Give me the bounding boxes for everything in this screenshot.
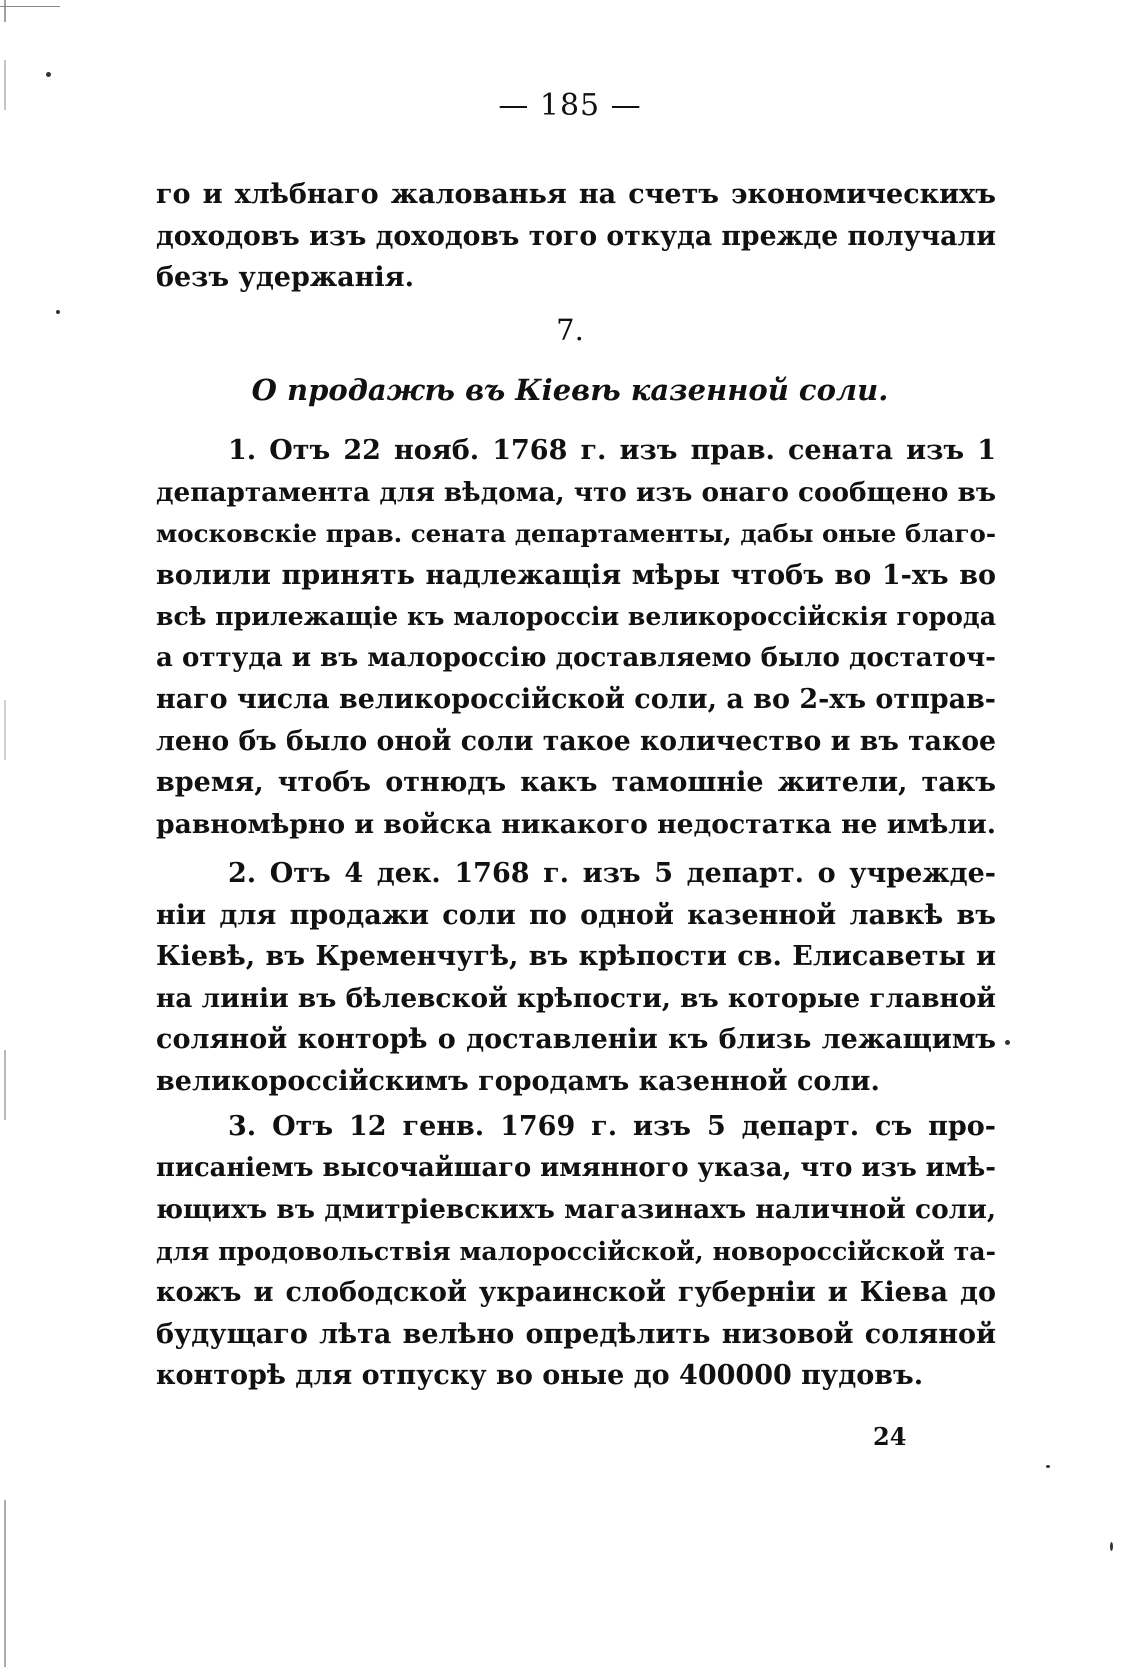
section-number: 7. bbox=[556, 313, 584, 347]
text-line: время, чтобъ отнюдъ какъ тамошніе жители, такъ bbox=[156, 767, 996, 798]
item-paragraph-1 bbox=[156, 430, 996, 845]
section-title: О продажѣ въ Кіевѣ казенной соли. bbox=[251, 373, 889, 407]
text-line: доходовъ изъ доходовъ того откуда прежде получали bbox=[156, 220, 996, 252]
text-line: 2. Отъ 4 дек. 1768 г. изъ 5 департ. о учрежде- bbox=[228, 858, 996, 889]
text-line: го и хлѣбнаго жалованья на счетъ экономическихъ bbox=[156, 179, 996, 210]
text-line: великороссійскимъ городамъ казенной соли. bbox=[156, 1065, 880, 1097]
text-line: 1. Отъ 22 нояб. 1768 г. изъ прав. сената изъ 1 bbox=[228, 435, 996, 466]
scan-speck bbox=[46, 72, 51, 77]
text-line: ніи для продажи соли по одной казенной лавкѣ въ bbox=[156, 899, 996, 931]
text-line: департамента для вѣдома, что изъ онаго сообщено въ bbox=[156, 476, 996, 508]
text-line: равномѣрно и войска никакого недостатка не имѣли. bbox=[156, 808, 996, 840]
scan-speck bbox=[1005, 1040, 1010, 1045]
signature-mark: 24 bbox=[873, 1422, 907, 1451]
page-number: — 185 — bbox=[498, 88, 642, 123]
text-line: будущаго лѣта велѣно опредѣлить низовой соляной bbox=[156, 1318, 996, 1350]
text-line: на линіи въ бѣлевской крѣпости, въ которые главной bbox=[156, 982, 996, 1014]
text-line: соляной конторѣ о доставленіи къ близь лежащимъ bbox=[156, 1024, 996, 1055]
text-line: писаніемъ высочайшаго имянного указа, что изъ имѣ- bbox=[156, 1152, 996, 1183]
text-line: конторѣ для отпуску во оные до 400000 пудовъ. bbox=[156, 1360, 924, 1391]
text-line: для продовольствія малороссійской, новороссійской та- bbox=[156, 1235, 996, 1266]
continuation-paragraph bbox=[156, 174, 996, 299]
scan-speck bbox=[1046, 1465, 1050, 1468]
text-line: всѣ прилежащіе къ малороссіи великороссійскія города bbox=[156, 601, 996, 631]
text-line: Кіевѣ, въ Кременчугѣ, въ крѣпости св. Елисаветы и bbox=[156, 941, 996, 972]
scan-edge-shadow bbox=[4, 0, 6, 1667]
text-line: лено бъ было оной соли такое количество и въ такое bbox=[156, 725, 996, 757]
scan-speck bbox=[1110, 1542, 1113, 1551]
item-paragraph-3 bbox=[156, 1106, 996, 1397]
text-line: ющихъ въ дмитріевскихъ магазинахъ наличной соли, bbox=[156, 1194, 996, 1225]
text-line: безъ удержанія. bbox=[156, 262, 414, 293]
scan-edge-rule bbox=[0, 6, 60, 7]
item-paragraph-2 bbox=[156, 853, 996, 1102]
text-line: московскіе прав. сената департаменты, дабы оные благо- bbox=[156, 519, 996, 548]
text-line: а оттуда и въ малороссію доставляемо было достаточ- bbox=[156, 642, 996, 673]
text-line: 3. Отъ 12 генв. 1769 г. изъ 5 департ. съ про- bbox=[228, 1111, 996, 1142]
text-line: наго числа великороссійской соли, а во 2-хъ отправ- bbox=[156, 684, 996, 715]
text-line: кожъ и слободской украинской губерніи и Кіева до bbox=[156, 1277, 996, 1308]
text-line: волили принять надлежащія мѣры чтобъ во 1-хъ во bbox=[156, 559, 996, 591]
